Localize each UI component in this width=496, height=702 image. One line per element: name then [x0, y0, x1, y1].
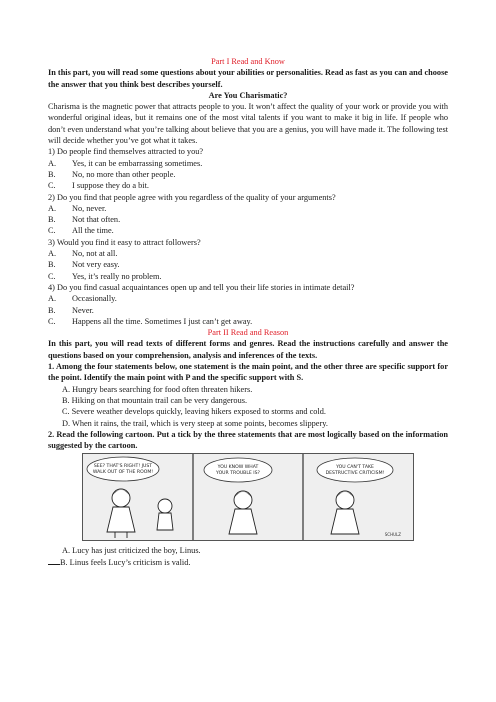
linus-shirt	[157, 513, 173, 530]
option-letter: C.	[48, 226, 56, 236]
statement-a: A. Hungry bears searching for food often threaten hikers.	[62, 384, 253, 394]
speech-bubble-2	[204, 458, 272, 482]
bubble-1-line-2: WALK OUT OF THE ROOM!	[92, 470, 154, 476]
option-letter: A.	[48, 249, 57, 259]
option-text: All the time.	[72, 226, 114, 236]
option-letter: C.	[48, 316, 56, 326]
option-letter: B.	[48, 215, 56, 225]
option-letter: B.	[48, 169, 56, 179]
bubble-2-line-2: YOUR TROUBLE IS?	[216, 471, 260, 477]
cartoon-statement-b-row	[48, 557, 448, 568]
question-text: 1) Do people find themselves attracted to you?	[48, 147, 204, 157]
option-text: Not very easy.	[72, 260, 120, 270]
part2-question-1: 1. Among the four statements below, one statement is the main point, and the other three are specific support for the point. Identify the main point with P and the specific support with S.	[48, 362, 448, 383]
statement-c: C. Severe weather develops quickly, leaving hikers exposed to storms and cold.	[62, 407, 326, 417]
option-row	[48, 293, 448, 304]
bubble-3-line-1: YOU CAN'T TAKE	[336, 465, 374, 471]
option-row	[48, 203, 448, 214]
option-text: Happens all the time. Sometimes I just can’t get away.	[72, 316, 253, 326]
speech-bubble-3	[317, 458, 393, 482]
option-text: No, no more than other people.	[72, 169, 176, 179]
option-letter: A.	[48, 203, 57, 213]
option-letter: A.	[48, 158, 57, 168]
option-text: No, not at all.	[72, 249, 118, 259]
bubble-3-line-2: DESTRUCTIVE CRITICISM!	[325, 471, 385, 477]
cartoon-statement-b: B. Linus feels Lucy’s criticism is valid.	[60, 557, 191, 567]
lucy-head	[112, 489, 130, 507]
option-text: No, never.	[72, 203, 107, 213]
option-text: Occasionally.	[72, 294, 117, 304]
bubble-2-line-1: YOU KNOW WHAT	[217, 465, 259, 471]
part2-title: Part II Read and Reason	[207, 328, 289, 338]
option-row	[48, 169, 448, 180]
lucy-head	[234, 491, 252, 509]
document-content	[48, 56, 448, 568]
option-row	[48, 305, 448, 316]
option-text: Never.	[72, 305, 94, 315]
option-text: I suppose they do a bit.	[72, 181, 149, 191]
question-2	[48, 192, 448, 237]
bubble-1-line-1: SEE? THAT'S RIGHT! JUST	[93, 464, 153, 470]
part2-question-2: 2. Read the following cartoon. Put a tick by the three statements that are most logically based on the information suggested by the cartoon.	[48, 429, 448, 451]
option-letter: C.	[48, 181, 56, 191]
option-letter: B.	[48, 305, 56, 315]
statement-d: D. When it rains, the trail, which is very steep at some points, becomes slippery.	[62, 418, 328, 428]
part1-intro: In this part, you will read some questions about your abilities or personalities. Read as fast as you can and choose the answer that you think best describes yourself.	[48, 68, 448, 89]
linus-head	[158, 499, 172, 513]
peanuts-cartoon	[82, 453, 414, 541]
option-text: Yes, it’s really no problem.	[72, 271, 162, 281]
question-4	[48, 282, 448, 327]
question-1	[48, 146, 448, 191]
option-letter: C.	[48, 271, 56, 281]
question-3	[48, 237, 448, 282]
cartoon-statement-a: A. Lucy has just criticized the boy, Linus.	[62, 546, 201, 556]
question-text: 4) Do you find casual acquaintances open up and tell you their life stories in intimate detail?	[48, 282, 355, 292]
part1-title: Part I Read and Know	[211, 57, 285, 66]
tick-blank[interactable]	[48, 557, 60, 565]
question-text: 3) Would you find it easy to attract followers?	[48, 237, 201, 247]
question-text: 2) Do you find that people agree with you regardless of the quality of your arguments?	[48, 192, 336, 202]
speech-bubble-1	[87, 457, 159, 481]
option-row	[48, 225, 448, 236]
option-text: Yes, it can be embarrassing sometimes.	[72, 158, 203, 168]
artist-signature: SCHULZ	[384, 532, 401, 538]
option-letter: B.	[48, 260, 56, 270]
option-row	[48, 214, 448, 225]
statement-b: B. Hiking on that mountain trail can be very dangerous.	[62, 395, 248, 405]
lucy-head	[336, 491, 354, 509]
option-letter: A.	[48, 294, 57, 304]
option-row	[48, 316, 448, 327]
option-row	[48, 180, 448, 191]
option-row	[48, 271, 448, 282]
passage-paragraph: Charisma is the magnetic power that attracts people to you. It won’t affect the quality of your work or provide you with wonderful original ideas, but it remains one of the most vital talents if you want to make it big in life. If people who don’t even understand what you’re talking about believe that you are a genius, you will have made it. The following test will decide whether you’ve got what it takes.	[48, 102, 448, 146]
part2-intro: In this part, you will read texts of different forms and genres. Read the instructions carefully and answer the questions based on your comprehension, analysis and inferences of the texts.	[48, 339, 448, 360]
option-row	[48, 158, 448, 169]
cartoon-drawing	[83, 454, 413, 540]
option-row	[48, 259, 448, 270]
option-row	[48, 248, 448, 259]
passage-heading: Are You Charismatic?	[208, 90, 288, 100]
option-text: Not that often.	[72, 215, 121, 225]
